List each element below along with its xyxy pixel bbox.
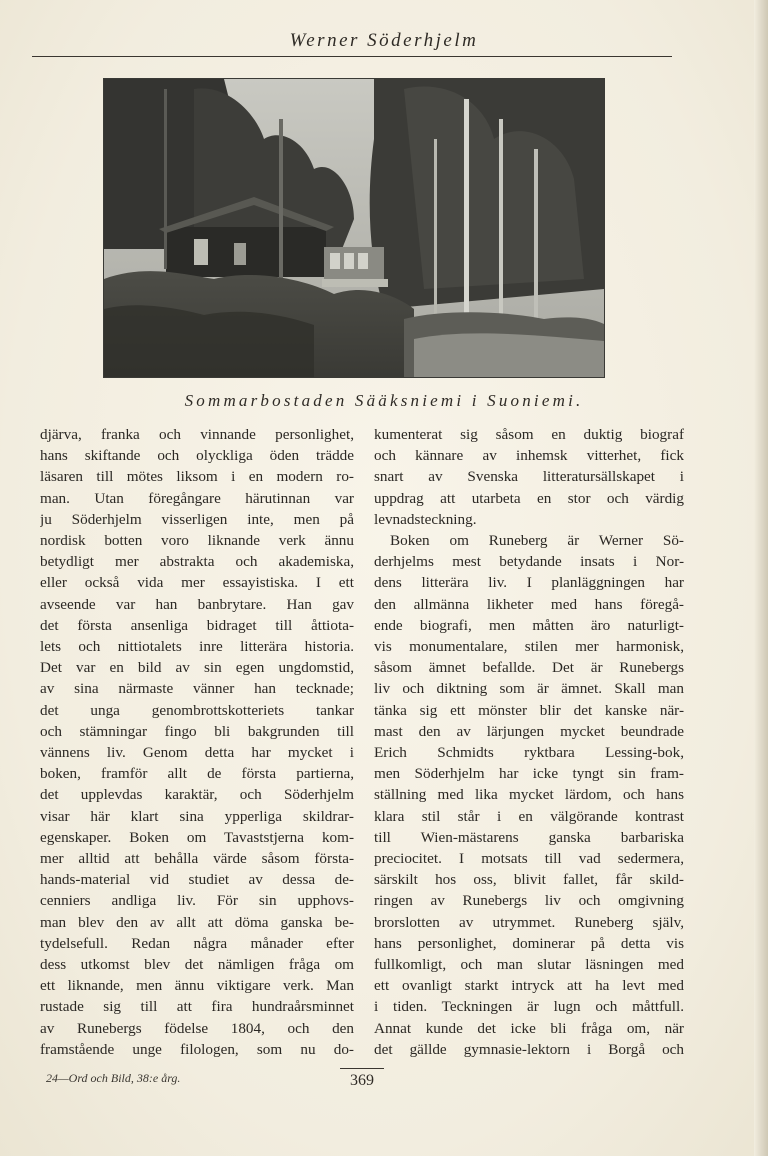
text-line: egenskaper. Boken om Tavaststjerna kom- — [40, 828, 354, 846]
text-line: vännens liv. Genom detta har mycket i — [40, 744, 354, 762]
text-line: boken, framför allt de första partierna, — [40, 765, 354, 783]
folio-rule — [340, 1068, 384, 1069]
text-line: preciocitet. I motsats till vad sedermera, — [374, 850, 684, 868]
text-line: den allmänna likheter med hans föregå- — [374, 595, 684, 613]
text-line: klara stil står i en välgörande kontrast — [374, 807, 684, 825]
text-line: av sina närmaste vänner han tecknade; — [40, 680, 354, 698]
text-line: hands-material vid studiet av dessa de- — [40, 871, 354, 889]
text-line: hans personlighet, dominerar på detta vis — [374, 934, 684, 952]
text-line: det upplevdas karaktär, och Söderhjelm — [40, 786, 354, 804]
text-line: och stämningar fingo bli bakgrunden till — [40, 722, 354, 740]
text-line: betydligt mer abstrakta och akademiska, — [40, 553, 354, 571]
text-line: till Wien-mästarens ganska barbariska — [374, 828, 684, 846]
text-line: ett ovanligt starkt intryck att ha levt med — [374, 977, 684, 995]
left-column — [40, 424, 354, 1060]
text-line: men Söderhjelm har icke tyngt sin fram- — [374, 765, 684, 783]
text-line: djärva, franka och vinnande personlighet, — [40, 426, 354, 443]
page-number: 369 — [350, 1072, 374, 1089]
text-line: ende biografi, men måtten äro naturligt- — [374, 616, 684, 634]
text-line: och kännare av inhemsk vitterhet, fick — [374, 447, 684, 465]
text-line: dens litterära liv. I planläggningen har — [374, 574, 684, 592]
text-line: Boken om Runeberg är Werner Sö- — [390, 532, 684, 550]
right-column — [374, 424, 684, 1060]
running-head: Werner Söderhjelm — [289, 30, 479, 51]
text-line: ringen av Runebergs liv och omgivning — [374, 892, 684, 910]
text-line: lets och nittiotalets inre litterära historia. — [40, 638, 354, 656]
text-line: läsaren till mötes liksom i en modern ro- — [40, 468, 354, 486]
text-line: levnadsteckning. — [374, 510, 477, 528]
text-line: särskilt hos oss, blivit fallet, får skild- — [374, 871, 684, 889]
text-line: cenniers andliga liv. För sin upphovs- — [40, 892, 354, 910]
signature-line: 24—Ord och Bild, 38:e årg. — [46, 1071, 181, 1085]
text-line: såsom ämnet befallde. Det är Runebergs — [374, 659, 684, 677]
text-line: mer alltid att behålla värde såsom första- — [40, 850, 354, 868]
text-line: rustade sig till att fira hundraårsminnet — [40, 998, 354, 1016]
text-line: ju Söderhjelm visserligen inte, men på — [40, 510, 354, 528]
photograph — [104, 79, 604, 377]
text-line: Annat kunde det icke bli fråga om, när — [374, 1019, 684, 1037]
photo-caption: Sommarbostaden Sääksniemi i Suoniemi. — [184, 391, 584, 410]
text-line: liv och diktning som är ämnet. Skall man — [374, 680, 684, 698]
text-line: uppdrag att utarbeta en stor och värdig — [374, 489, 684, 507]
text-line: man blev den av allt att döma ganska be- — [40, 913, 354, 931]
text-line: ställning med lika mycket lärdom, och hans — [374, 786, 684, 804]
text-line: det första ansenliga bidraget till åttiota- — [40, 616, 354, 634]
text-line: mast den av lärjungen mycket beundrade — [374, 722, 684, 740]
text-line: i tiden. Teckningen är lugn och måttfull. — [374, 998, 684, 1016]
text-line: tänka sig ett mönster blir det kanske när- — [374, 701, 684, 719]
text-line: nordisk botten voro liknande verk ännu — [40, 532, 354, 550]
text-line: man. Utan föregångare härutinnan var — [40, 489, 354, 507]
text-line: hans skiftande och olyckliga öden trädde — [40, 447, 354, 465]
text-line: snart av Svenska litteratursällskapet i — [374, 468, 684, 486]
text-line: framstående unge filologen, som nu do- — [40, 1040, 354, 1058]
header-rule — [32, 56, 672, 57]
text-line: Det var en bild av sin egen ungdomstid, — [40, 659, 354, 677]
text-line: brorslotten av utrymmet. Runeberg själv, — [374, 913, 684, 931]
text-line: det unga genombrottskotteriets tankar — [40, 701, 354, 719]
text-line: dess utkomst blev det nämligen fråga om — [40, 956, 354, 974]
page-edge — [754, 0, 768, 1156]
text-line: tydelsefull. Redan några månader efter — [40, 934, 354, 952]
text-line: ett liknande, men ännu viktigare verk. Man — [40, 977, 354, 995]
text-line: visar här klart sina ypperliga skildrar- — [40, 807, 354, 825]
text-line: eller också vida mer essayistiska. I ett — [40, 574, 354, 592]
text-line: vis monumentalare, stilen mer harmonisk, — [374, 638, 684, 656]
text-line: fullkomligt, och man slutar läsningen med — [374, 956, 684, 974]
text-line: av Runebergs födelse 1804, och den — [40, 1019, 354, 1037]
text-line: det gällde gymnasie-lektorn i Borgå och — [374, 1040, 684, 1058]
text-line: kumenterat sig såsom en duktig biograf — [374, 426, 684, 443]
photograph-house-among-birches-icon — [104, 79, 604, 377]
text-line: avseende var han banbrytare. Han gav — [40, 595, 354, 613]
text-line: Erich Schmidts ryktbara Lessing-bok, — [374, 744, 684, 762]
text-line: derhjelms mest betydande insats i Nor- — [374, 553, 684, 571]
